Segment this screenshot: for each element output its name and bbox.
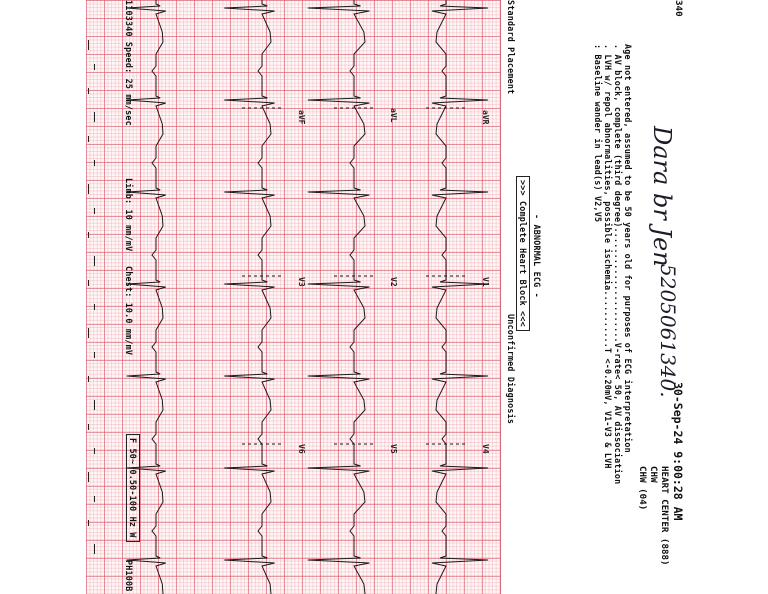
- handwritten-id: 5205061340.: [656, 264, 680, 398]
- interpretation-line-2: . AV block, complete (third degree)......................V-rate< 50, AV dissociation: [613, 44, 623, 485]
- trace-row-1: [432, 0, 488, 594]
- calibration-tick: [88, 232, 89, 238]
- diagnosis-box: >>> Complete Heart Block <<<: [516, 176, 530, 331]
- speed-info: 1103340 Speed: 25 mm/sec: [124, 0, 134, 126]
- trace-row-3: [224, 0, 274, 594]
- lead-label-v1: V1: [481, 277, 490, 287]
- lead-label-v6: V6: [297, 444, 306, 454]
- device-id: PH100B: [124, 560, 134, 592]
- limb-gain: Limb: 10 mm/mV: [124, 178, 134, 252]
- interpretation-line-1: Age not entered, assumed to be 50 years old for purposes of ECG interpretation: [623, 44, 633, 453]
- calibration-tick: [88, 40, 89, 50]
- standard-placement: Standard Placement: [506, 0, 516, 95]
- lead-label-v3: V3: [297, 277, 306, 287]
- interpretation-line-4: : Baseline wander in lead(s) V2,V5: [593, 44, 603, 223]
- lead-label-v4: V4: [481, 444, 490, 454]
- calibration-tick: [94, 112, 95, 122]
- calibration-tick: [94, 400, 95, 410]
- interpretation-line-3: . LVH w/ repol abnormalities, possible ischemia...........T <-0.20mV, V1-V3 & LVH: [603, 44, 613, 469]
- calibration-tick: [94, 64, 95, 70]
- calibration-tick: [88, 280, 89, 286]
- calibration-tick: [94, 256, 95, 266]
- chest-gain: Chest: 10.0 mm/mV: [124, 266, 134, 356]
- calibration-tick: [94, 160, 95, 166]
- lead-label-v2: V2: [389, 277, 398, 287]
- calibration-tick: [88, 376, 89, 382]
- calibration-tick: [88, 520, 89, 526]
- calibration-tick: [94, 208, 95, 214]
- filter-settings: F 50~ 0.50-100 Hz W: [126, 434, 140, 542]
- handwritten-name: Dara br Jen: [648, 126, 676, 267]
- calibration-tick: [88, 88, 89, 94]
- lead-label-avr: aVR: [481, 110, 490, 125]
- ecg-timestamp: 30-Sep-24 9:00:28 AM: [671, 382, 685, 521]
- calibration-tick: [94, 544, 95, 554]
- lead-label-v5: V5: [389, 444, 398, 454]
- unconfirmed-diagnosis: Unconfirmed Diagnosis: [506, 314, 516, 425]
- calibration-tick: [88, 184, 89, 194]
- lead-label-avf: aVF: [297, 110, 306, 125]
- facility-name: HEART CENTER (888): [659, 466, 670, 566]
- abnormal-ecg-label: - ABNORMAL ECG -: [532, 214, 542, 298]
- calibration-tick: [94, 448, 95, 454]
- calibration-tick: [88, 136, 89, 142]
- department-2: CHW (04): [637, 466, 648, 511]
- calibration-tick: [88, 472, 89, 482]
- lead-label-avl: aVL: [389, 108, 398, 123]
- trace-row-2: [308, 0, 370, 594]
- calibration-tick: [94, 352, 95, 358]
- record-prefix: 340: [673, 0, 684, 17]
- ecg-traces: [86, 0, 500, 594]
- calibration-marks: [86, 40, 100, 570]
- calibration-tick: [88, 328, 89, 338]
- calibration-tick: [94, 496, 95, 502]
- department-1: CHW: [648, 466, 659, 483]
- calibration-tick: [94, 304, 95, 310]
- calibration-tick: [88, 424, 89, 430]
